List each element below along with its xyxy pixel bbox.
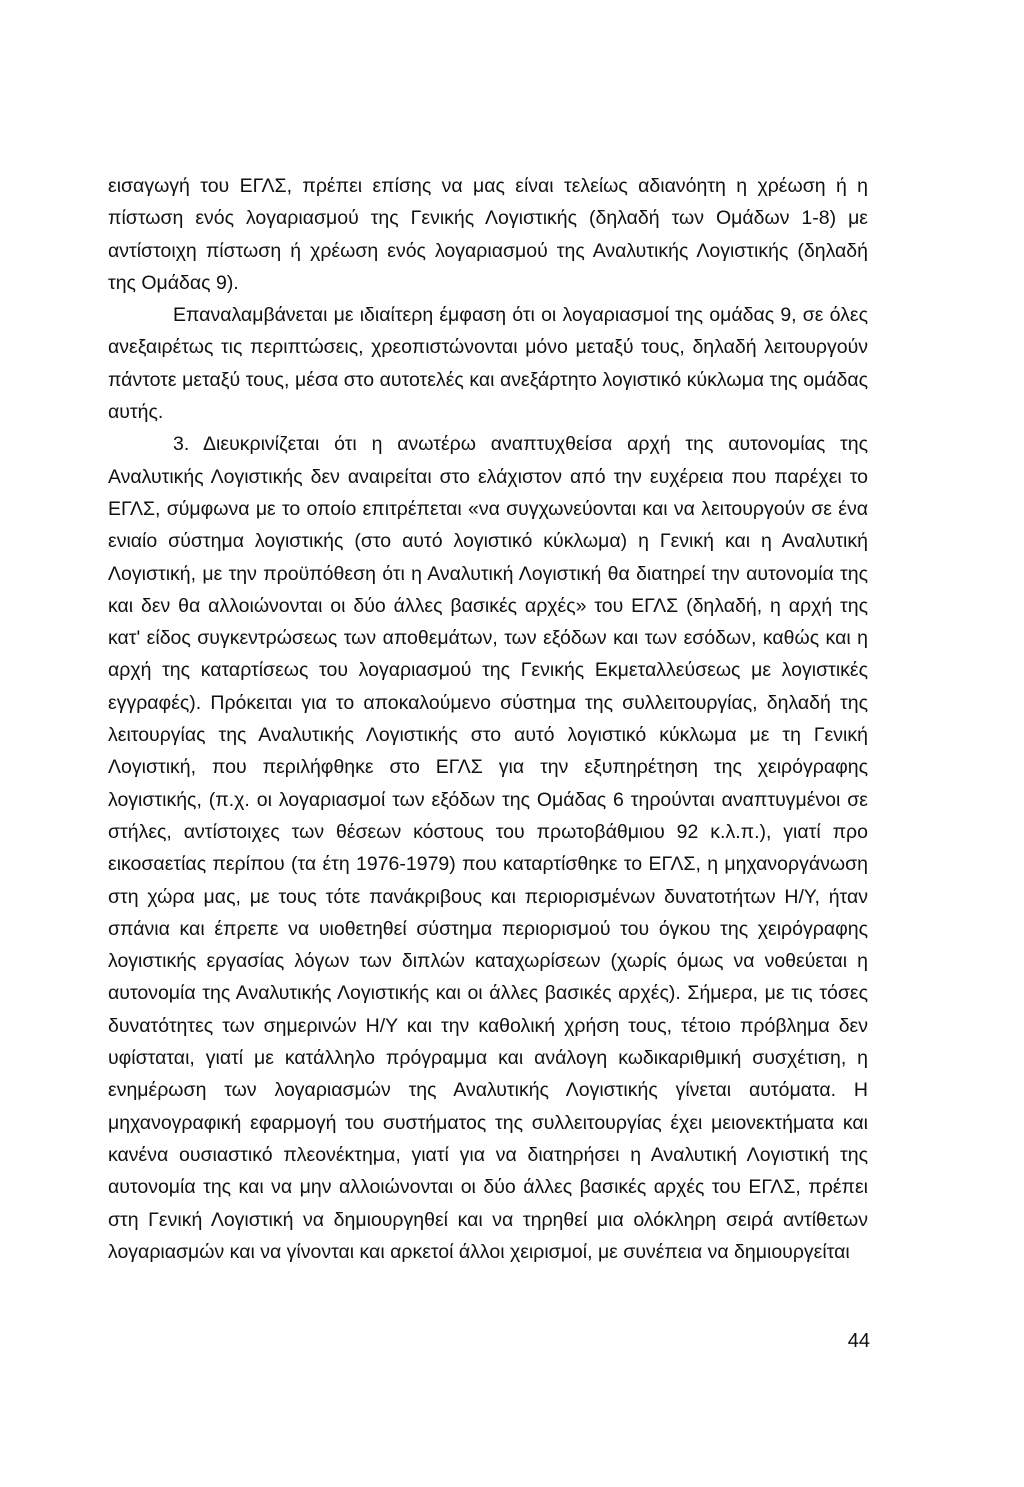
- section-3-text: Διευκρινίζεται ότι η ανωτέρω αναπτυχθείσα αρχή της αυτονομίας της Αναλυτικής Λογιστικής δεν αναιρείται στο ελάχιστον από την ευχέρεια που παρέχει το ΕΓΛΣ, σύμφωνα με το οποίο επιτρέπεται «να συγχωνεύονται και να λειτουργούν σε ένα ενιαίο σύστημα λογιστικής (στο αυτό λογιστικό κύκλωμα) η Γενική και η Αναλυτική Λογιστική, με την προϋπόθεση ότι η Αναλυτική Λογιστική θα διατηρεί την αυτονομία της και δεν θα αλλοιώνονται οι δύο άλλες βασικές αρχές» του ΕΓΛΣ (δηλαδή, η αρχή της κατ' είδος συγκεντρώσεως των αποθεμάτων, των εξόδων και των εσόδων, καθώς και η αρχή της καταρτίσεως του λογαριασμού της Γενικής Εκμεταλλεύσεως με λογιστικές εγγραφές). Πρόκειται για το αποκαλούμενο σύστημα της συλλειτουργίας, δηλαδή της λειτουργίας της Αναλυτικής Λογιστικής στο αυτό λογιστικό κύκλωμα με τη Γενική Λογιστική, που περιλήφθηκε στο ΕΓΛΣ για την εξυπηρέτηση της χειρόγραφης λογιστικής, (π.χ. οι λογαριασμοί των εξόδων της Ομάδας 6 τηρούνται αναπτυγμένοι σε στήλες, αντίστοιχες των θέσεων κόστους του πρωτοβάθμιου 92 κ.λ.π.), γιατί προ εικοσαετίας περίπου (τα έτη 1976-1979) που καταρτίσθηκε το ΕΓΛΣ, η μηχανοργάνωση στη χώρα μας, με τους τότε πανάκριβους και περιορισμένων δυνατοτήτων Η/Υ, ήταν σπάνια και έπρεπε να υιοθετηθεί σύστημα περιορισμού του όγκου της χειρόγραφης λογιστικής εργασίας λόγων των διπλών καταχωρίσεων (χωρίς όμως να νοθεύεται η αυτονομία της Αναλυτικής Λογιστικής και οι άλλες βασικές αρχές). Σήμερα, με τις τόσες δυνατότητες των σημερινών Η/Υ και την καθολική χρήση τους, τέτοιο πρόβλημα δεν υφίσταται, γιατί με κατάλληλο πρόγραμμα και ανάλογη κωδικαριθμική συσχέτιση, η ενημέρωση των λογαριασμών της Αναλυτικής Λογιστικής γίνεται αυτόματα. Η μηχανογραφική εφαρμογή του συστήματος της συλλειτουργίας έχει μειονεκτήματα και κανένα ουσιαστικό πλεονέκτημα, γιατί για να διατηρήσει η Αναλυτική Λογιστική της αυτονομία της και να μην αλλοιώνονται οι δύο άλλες βασικές αρχές του ΕΓΛΣ, πρέπει στη Γενική Λογιστική να δημιουργηθεί και να τηρηθεί μια ολόκληρη σειρά αντίθετων λογαριασμών και να γίνονται και αρκετοί άλλοι χειρισμοί, με συνέπεια να δημιουργείται: [108, 433, 869, 1263]
- page-number: 44: [847, 1330, 870, 1352]
- paragraph-emphasis: Επαναλαμβάνεται με ιδιαίτερη έμφαση ότι οι λογαριασμοί της ομάδας 9, σε όλες ανεξαιρέτως τις περιπτώσεις, χρεοπιστώνονται μόνο μεταξύ τους, δηλαδή λειτουργούν πάντοτε μεταξύ τους, μέσα στο αυτοτελές και ανεξάρτητο λογιστικό κύκλωμα της ομάδας αυτής.: [108, 304, 868, 424]
- section-number: 3.: [173, 433, 190, 456]
- paragraph-section-3: [108, 428, 868, 1268]
- body-text: [108, 170, 868, 1268]
- paragraph-continuation: εισαγωγή του ΕΓΛΣ, πρέπει επίσης να μας είναι τελείως αδιανόητη η χρέωση ή η πίστωση ενός λογαριασμού της Γενικής Λογιστικής (δηλαδή των Ομάδων 1-8) με αντίστοιχη πίστωση ή χρέωση ενός λογαριασμού της Αναλυτικής Λογιστικής (δηλαδή της Ομάδας 9).: [108, 175, 868, 294]
